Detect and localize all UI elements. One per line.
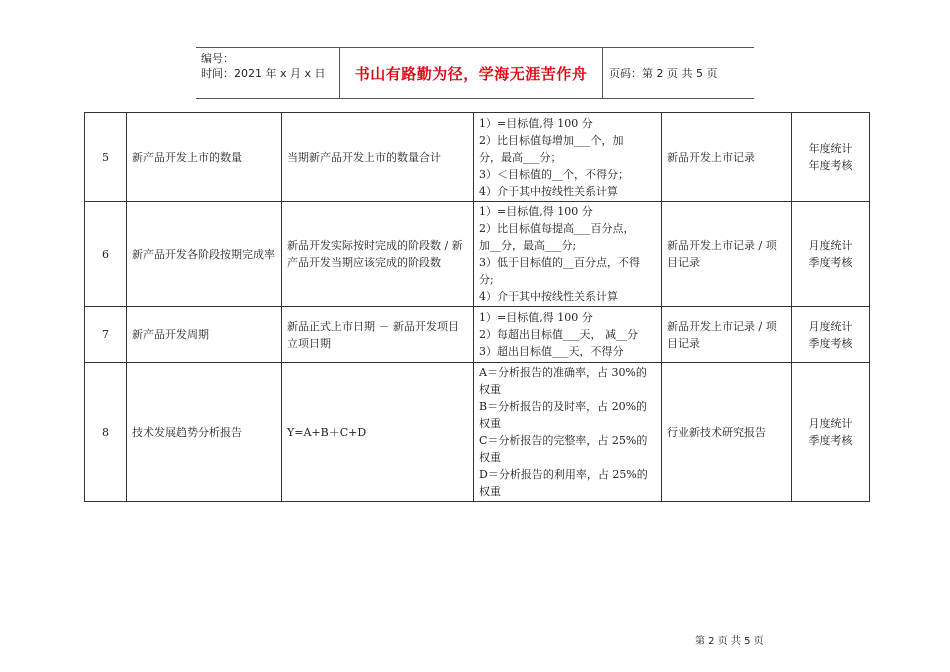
- criteria-line: 2）比目标值每提高___百分点，: [479, 222, 635, 235]
- indicator-formula: 新品开发实际按时完成的阶段数 / 新产品开发当期应该完成的阶段数: [282, 202, 474, 307]
- criteria-line: 权重: [479, 383, 501, 396]
- criteria-line: 加__分，最高___分;: [479, 239, 577, 252]
- indicator-name: 技术发展趋势分析报告: [127, 363, 282, 502]
- frequency-line: 月度统计: [808, 319, 853, 333]
- criteria-line: 3）低于目标值的__百分点，不得: [479, 256, 640, 269]
- data-source: 新品开发上市记录: [662, 113, 792, 202]
- date-label: 时间：2021 年 x 月 x 日: [201, 67, 326, 80]
- criteria-line: 2）每超出目标值___天， 减__分: [479, 328, 638, 341]
- criteria-line: 4）介于其中按线性关系计算: [479, 290, 618, 303]
- frequency-line: 季度考核: [808, 256, 853, 269]
- header-meta: [196, 48, 340, 98]
- indicator-name: 新产品开发上市的数量: [127, 113, 282, 202]
- criteria-line: D＝分析报告的利用率，占 25%的: [479, 468, 648, 481]
- criteria-line: 1）=目标值,得 100 分: [479, 311, 593, 324]
- data-source: 行业新技术研究报告: [662, 363, 792, 502]
- indicator-name: 新产品开发周期: [127, 307, 282, 363]
- criteria-line: 分;: [479, 273, 494, 286]
- criteria-line: 4）介于其中按线性关系计算: [479, 184, 618, 198]
- data-source: 新品开发上市记录 / 项目记录: [662, 202, 792, 307]
- frequency-line: 月度统计: [808, 417, 853, 430]
- row-number: 8: [85, 363, 127, 502]
- frequency-line: 年度考核: [808, 159, 853, 172]
- indicator-formula: Y=A+B＋C+D: [282, 363, 474, 502]
- table-row: [85, 307, 870, 363]
- page-header: [196, 47, 754, 99]
- criteria-line: 3）超出目标值___天，不得分: [479, 345, 624, 358]
- frequency-line: 月度统计: [808, 239, 853, 252]
- criteria-line: C＝分析报告的完整率，占 25%的: [479, 434, 648, 447]
- indicator-formula: 当期新产品开发上市的数量合计: [282, 113, 474, 202]
- scoring-criteria: [474, 307, 662, 363]
- criteria-line: 3）＜目标值的__个，不得分；: [479, 167, 629, 181]
- row-number: 5: [85, 113, 127, 202]
- assessment-frequency: [792, 202, 870, 307]
- scoring-criteria: [474, 363, 662, 502]
- criteria-line: B＝分析报告的及时率，占 20%的: [479, 400, 648, 413]
- criteria-line: 权重: [479, 485, 501, 498]
- table-row: [85, 113, 870, 202]
- code-label: 编号：: [201, 52, 234, 65]
- assessment-frequency: [792, 363, 870, 502]
- header-page-label: 页码：第 2 页 共 5 页: [609, 67, 718, 80]
- kpi-table: [84, 112, 870, 502]
- table-row: [85, 202, 870, 307]
- criteria-line: 分，最高___分；: [479, 150, 562, 164]
- page-footer: 第 2 页 共 5 页: [695, 636, 764, 647]
- assessment-frequency: [792, 113, 870, 202]
- indicator-name: 新产品开发各阶段按期完成率: [127, 202, 282, 307]
- frequency-line: 年度统计: [808, 142, 853, 155]
- row-number: 6: [85, 202, 127, 307]
- frequency-line: 季度考核: [808, 336, 853, 350]
- criteria-line: 1）=目标值,得 100 分: [479, 116, 593, 130]
- criteria-line: 2）比目标值每增加___个，加: [479, 133, 624, 147]
- row-number: 7: [85, 307, 127, 363]
- criteria-line: 1）=目标值,得 100 分: [479, 205, 593, 218]
- scoring-criteria: [474, 113, 662, 202]
- assessment-frequency: [792, 307, 870, 363]
- header-motto: 书山有路勤为径，学海无涯苦作舟: [340, 48, 603, 98]
- indicator-formula: 新品正式上市日期 － 新品开发项目立项日期: [282, 307, 474, 363]
- table-row: [85, 363, 870, 502]
- scoring-criteria: [474, 202, 662, 307]
- frequency-line: 季度考核: [808, 434, 853, 447]
- criteria-line: 权重: [479, 451, 501, 464]
- criteria-line: 权重: [479, 417, 501, 430]
- criteria-line: A＝分析报告的准确率，占 30%的: [479, 366, 647, 379]
- data-source: 新品开发上市记录 / 项目记录: [662, 307, 792, 363]
